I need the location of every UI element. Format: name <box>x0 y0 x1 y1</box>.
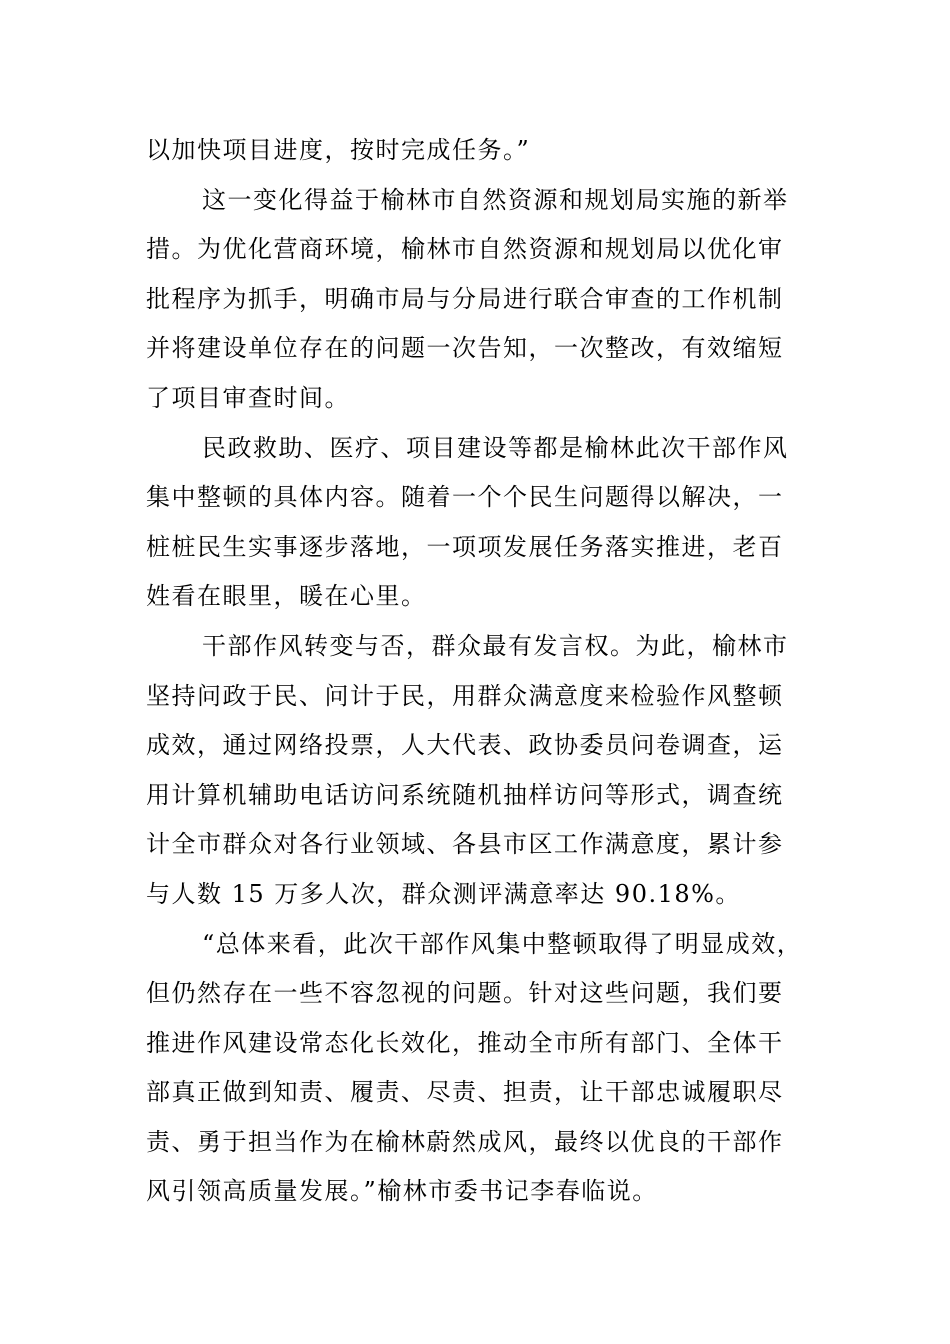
text-line: 推进作风建设常态化长效化，推动全市所有部门、全体干 <box>146 1028 784 1057</box>
paragraph-3 <box>146 424 826 622</box>
text-line: 批程序为抓手，明确市局与分局进行联合审查的工作机制 <box>146 284 784 313</box>
paragraph-1 <box>146 126 826 176</box>
paragraph-4 <box>146 622 826 920</box>
text-line: 民政救助、医疗、项目建设等都是榆林此次干部作风 <box>202 433 789 462</box>
text-line: 桩桩民生实事逐步落地，一项项发展任务落实推进，老百 <box>146 532 784 561</box>
text-line: 部真正做到知责、履责、尽责、担责，让干部忠诚履职尽 <box>146 1078 784 1107</box>
paragraph-5 <box>146 920 826 1218</box>
article-body <box>146 126 826 1217</box>
text-line: 干部作风转变与否，群众最有发言权。为此，榆林市 <box>202 631 789 660</box>
text-line: 以加快项目进度，按时完成任务。” <box>146 136 531 164</box>
text-line: 责、勇于担当作为在榆林蔚然成风，最终以优良的干部作 <box>146 1127 784 1156</box>
text-line: 与人数 15 万多人次，群众测评满意率达 90.18%。 <box>146 879 741 908</box>
text-line: 但仍然存在一些不容忽视的问题。针对这些问题，我们要 <box>146 979 784 1008</box>
text-line: 成效，通过网络投票，人大代表、政协委员问卷调查，运 <box>146 731 784 760</box>
text-line: 集中整顿的具体内容。随着一个个民生问题得以解决，一 <box>146 483 784 512</box>
text-line: 措。为优化营商环境，榆林市自然资源和规划局以优化审 <box>146 235 784 264</box>
text-line: 这一变化得益于榆林市自然资源和规划局实施的新举 <box>202 185 789 214</box>
text-line: 坚持问政于民、问计于民，用群众满意度来检验作风整顿 <box>146 681 784 710</box>
text-line: 并将建设单位存在的问题一次告知，一次整改，有效缩短 <box>146 334 784 363</box>
text-line: 用计算机辅助电话访问系统随机抽样访问等形式，调查统 <box>146 780 784 809</box>
text-line: 姓看在眼里，暖在心里。 <box>146 582 427 611</box>
text-line: “总体来看，此次干部作风集中整顿取得了明显成效， <box>202 929 803 958</box>
paragraph-2 <box>146 176 826 424</box>
text-line: 了项目审查时间。 <box>146 383 350 412</box>
text-line: 风引领高质量发展。”榆林市委书记李春临说。 <box>146 1177 658 1206</box>
text-line: 计全市群众对各行业领域、各县市区工作满意度，累计参 <box>146 830 784 859</box>
